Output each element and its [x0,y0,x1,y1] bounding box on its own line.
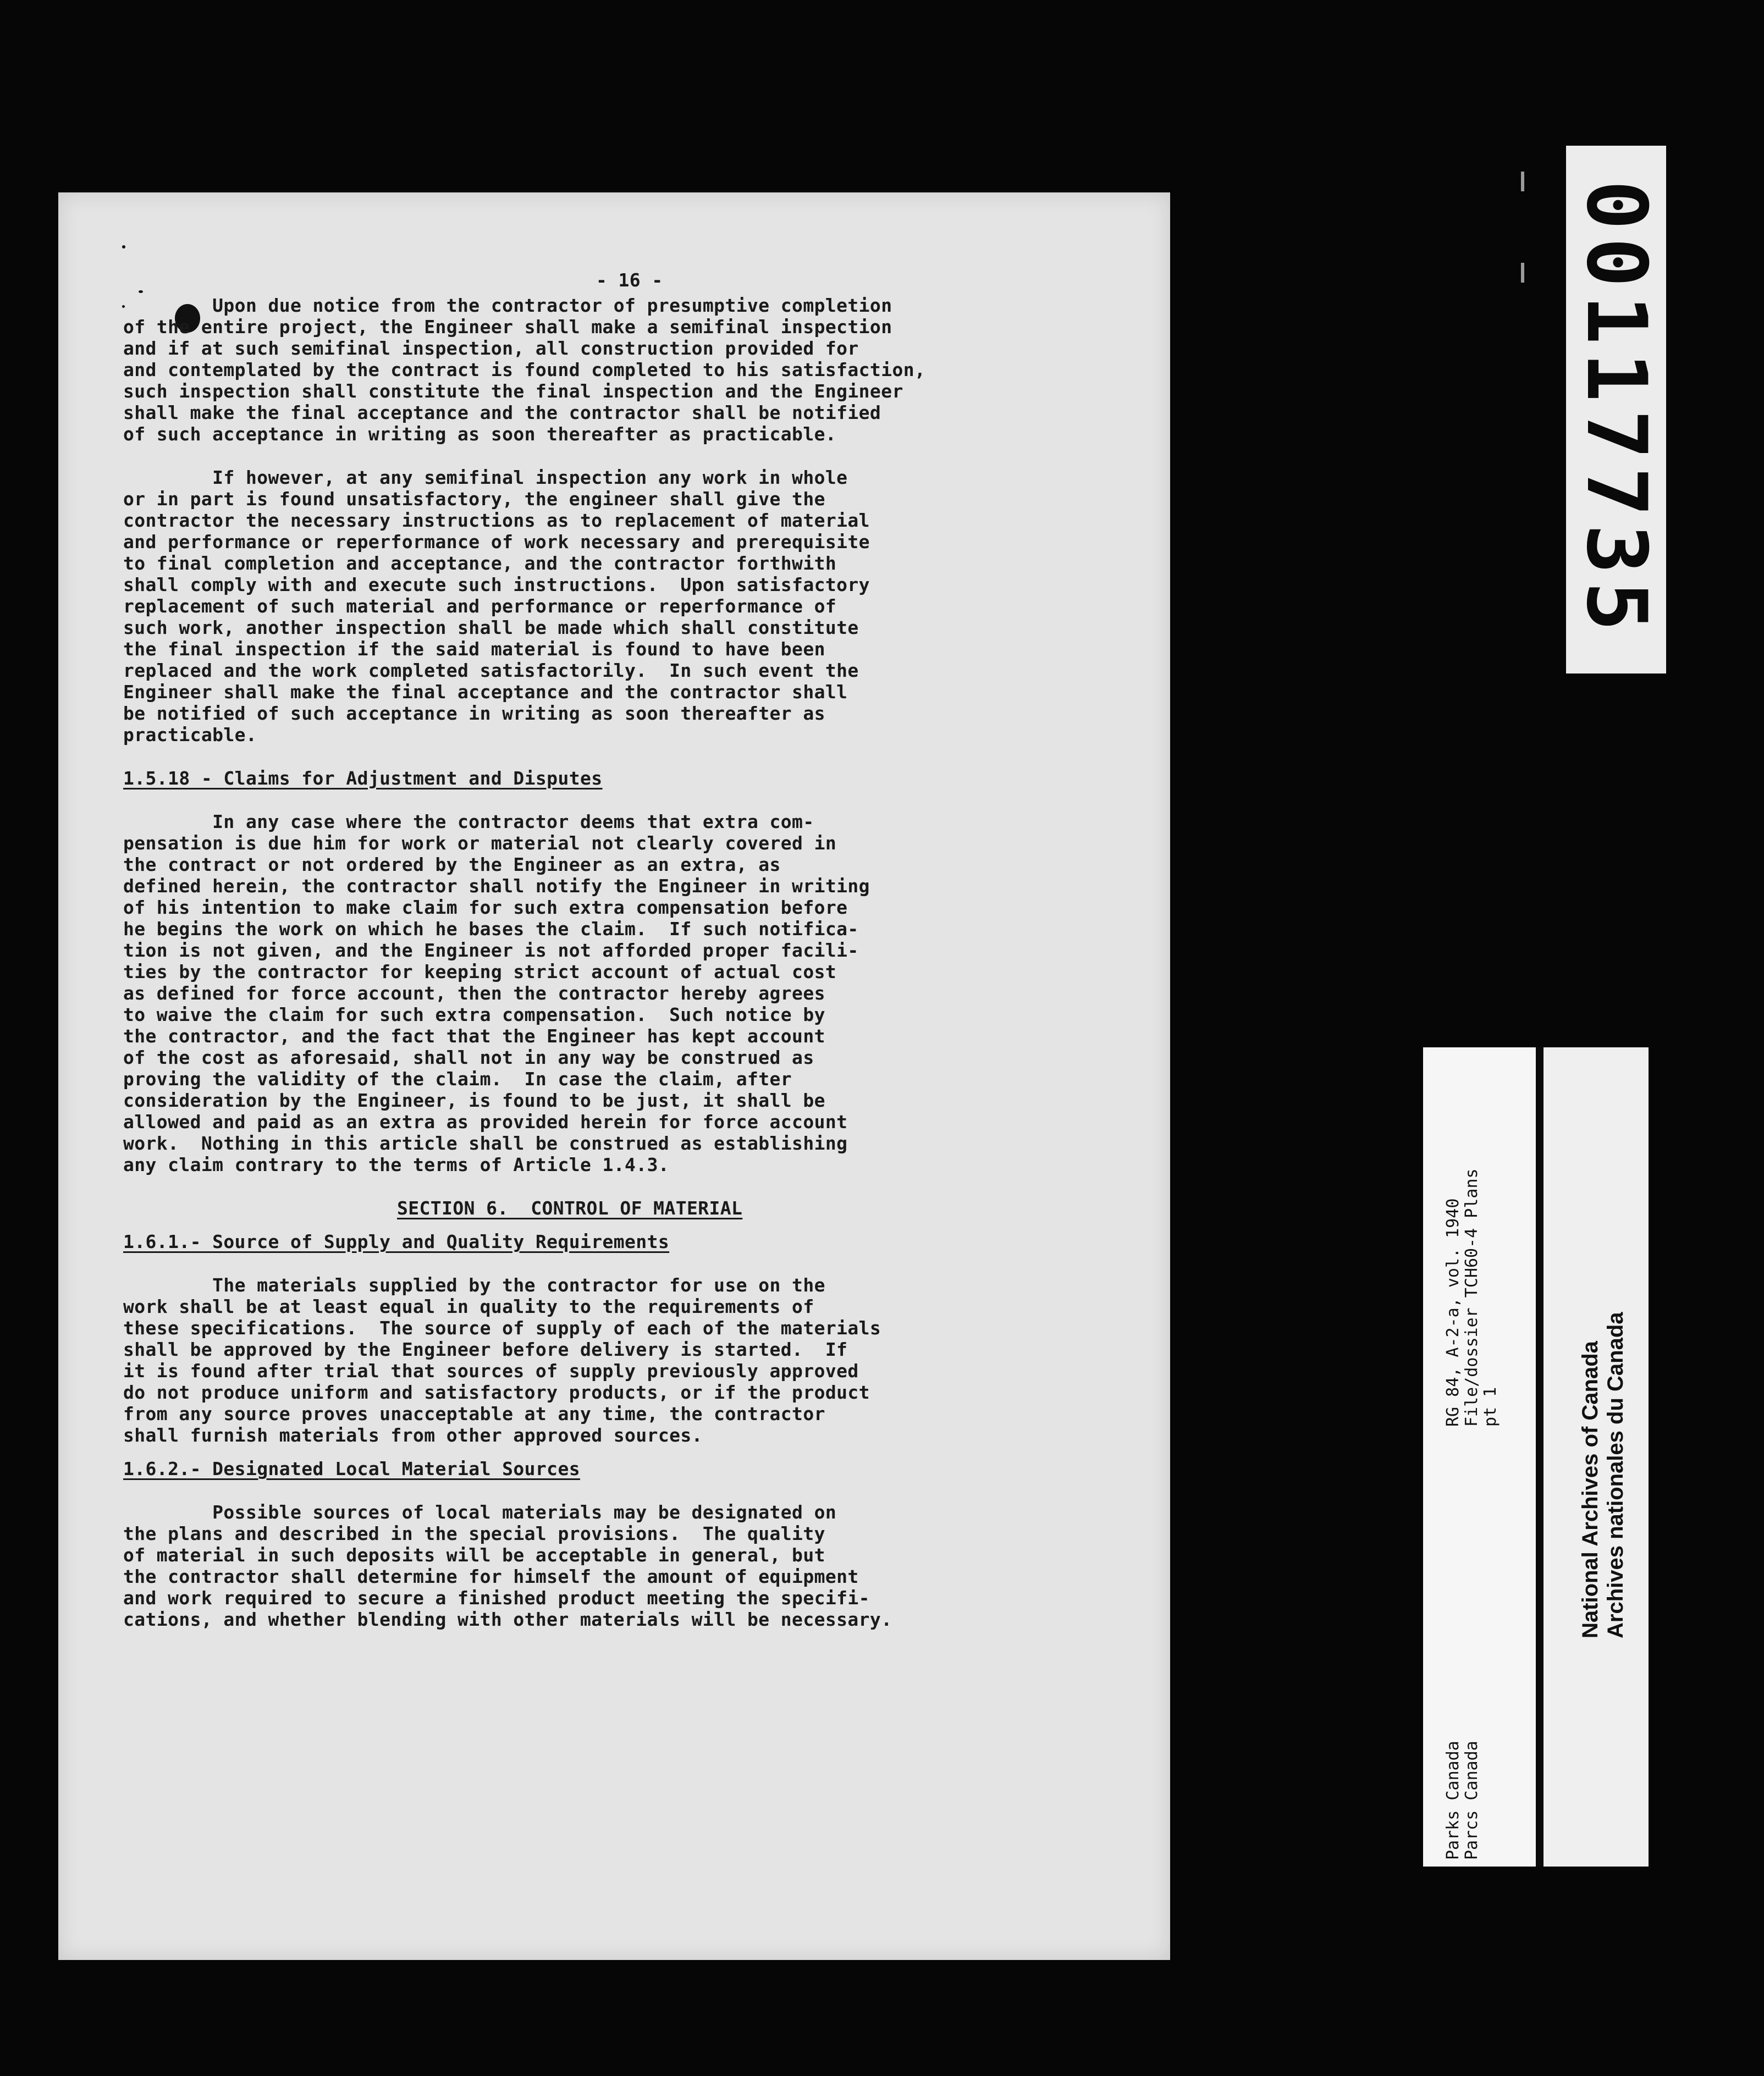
section-title: SECTION 6. CONTROL OF MATERIAL [397,1197,743,1219]
film-tick [1521,172,1524,191]
paragraph-semifinal: If however, at any semifinal inspection any work in whole or in part is found unsatisfactory, the engineer shall give the contractor the necessary instructions as to replacement of material and performance or reperformance of work necessary and prerequisite to final completion and acceptance, and the contractor forthwith shall comply with and execute such instructions. Upon satisfactory replacement of such material and performance or reperformance of such work, another inspection shall be made which shall constitute the final inspection if the said material is found to have been replaced and the work completed satisfactorily. In such event the Engineer shall make the final acceptance and the contractor shall be notified of such acceptance in writing as soon thereafter as practicable. [123,467,870,746]
archive-reference-column [1423,1047,1544,1867]
film-tick [1521,263,1524,283]
heading-1-5-18: 1.5.18 - Claims for Adjustment and Disputes [123,768,603,789]
reel-number-strip [1566,146,1666,673]
archives-name-fr: Archives nationales du Canada [1603,1312,1628,1638]
archives-name-en: National Archives of Canada [1578,1341,1602,1638]
speck [122,245,125,249]
archive-file: File/dossier TCH60-4 Plans [1462,1168,1481,1427]
paragraph-claims: In any case where the contractor deems that extra com- pensation is due him for work or material not clearly covered in the contract or not ordered by the Engineer as an extra, as defined herein, the contractor shall notify the Engineer in writing of his intention to make claim for such extra compensation before he begins the work on which he bases the claim. If such notifica- tion is not given, and the Engineer is not afforded proper facili- ties by the contractor for keeping strict account of actual cost as defined for force account, then the contractor hereby agrees to waive the claim for such extra compensation. Such notice by the contractor, and the fact that the Engineer has kept account of the cost as aforesaid, shall not in any way be construed as proving the validity of the claim. In case the claim, after consideration by the Engineer, is found to be just, it shall be allowed and paid as an extra as provided herein for force account work. Nothing in this article shall be construed as establishing any claim contrary to the terms of Article 1.4.3. [123,811,870,1175]
archives-name-column [1544,1047,1649,1867]
agency-fr: Parcs Canada [1462,1741,1481,1860]
agency-en: Parks Canada [1443,1741,1463,1860]
paragraph-local-sources: Possible sources of local materials may be designated on the plans and described in the special provisions. The quality of material in such deposits will be acceptable in general, but the contractor shall determine for himself the amount of equipment and work required to secure a finished product meeting the specifi- cations, and whether blending with other materials will be necessary. [123,1501,892,1630]
archive-part: pt 1 [1481,1387,1500,1427]
reel-number: 00117735 [1568,180,1664,639]
paragraph-source-supply: The materials supplied by the contractor for use on the work shall be at least equal in quality to the requirements of these specifications. The source of supply of each of the materials shall be approved by the Engineer before delivery is started. If it is found after trial that sources of supply previously approved do not produce uniform and satisfactory products, or if the product from any source proves unacceptable at any time, the contractor shall furnish materials from other approved sources. [123,1274,881,1446]
paragraph-completion: Upon due notice from the contractor of presumptive completion of the entire project, the Engineer shall make a semifinal inspection and if at such semifinal inspection, all construction provided for and contemplated by the contract is found completed to his satisfaction, such inspection shall constitute the final inspection and the Engineer shall make the final acceptance and the contractor shall be notified of such acceptance in writing as soon thereafter as practicable. [123,295,926,445]
document-body [123,269,1168,1630]
page-number: - 16 - [596,269,663,291]
archive-label [1423,1047,1649,1867]
archive-reference: RG 84, A-2-a, vol. 1940 [1443,1198,1463,1427]
heading-1-6-1: 1.6.1.- Source of Supply and Quality Requirements [123,1231,670,1252]
typed-page [58,192,1170,1960]
heading-1-6-2: 1.6.2.- Designated Local Material Sources [123,1458,580,1479]
